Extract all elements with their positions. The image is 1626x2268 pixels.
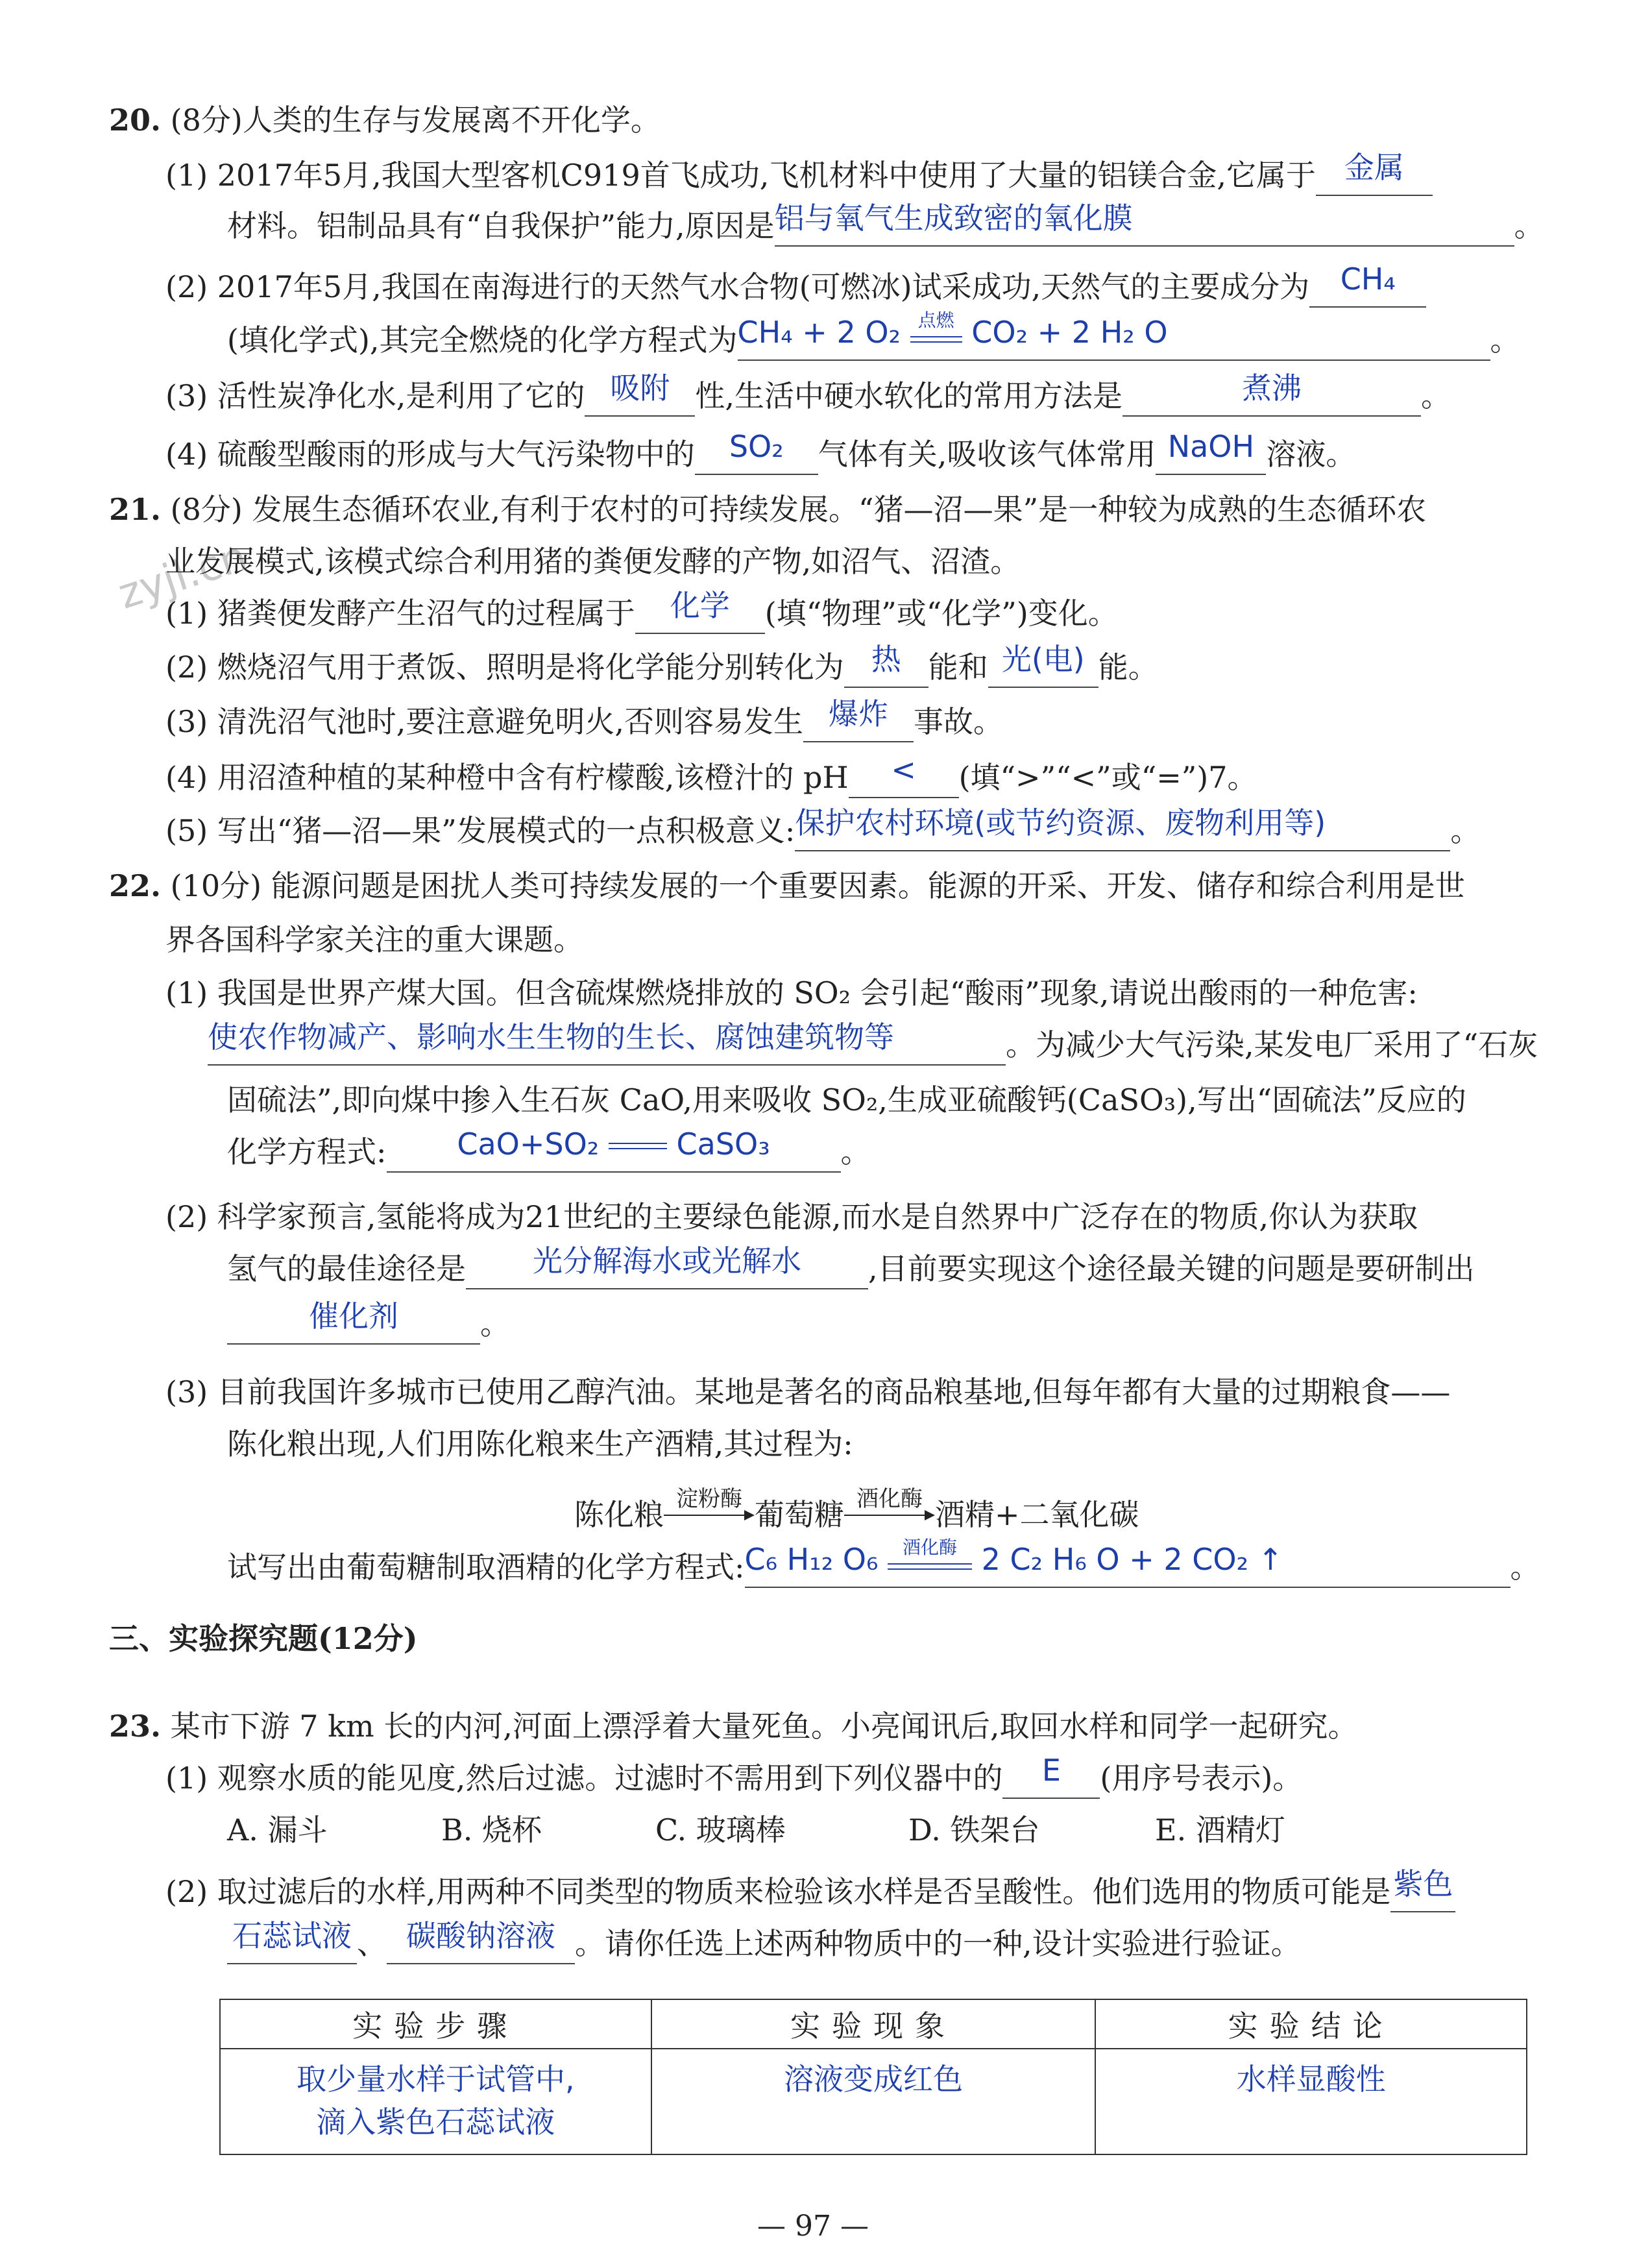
answer-blank: SO₂ (695, 435, 818, 475)
answer-blank: 催化剂 (227, 1304, 480, 1345)
q22-heading: 22. (10分) 能源问题是困扰人类可持续发展的一个重要因素。能源的开采、开发、储存和综合利用是世 (109, 868, 1465, 903)
equation-left: CH₄ + 2 O₂ (737, 315, 901, 350)
q23-part2-line1: (2) 取过滤后的水样,用两种不同类型的物质来检验该水样是否呈酸性。他们选用的物质可能是紫色 (165, 1872, 1455, 1912)
table-row (220, 2049, 1527, 2154)
equation-right: CO₂ + 2 H₂ O (971, 315, 1168, 350)
answer-blank: 光(电) (988, 648, 1098, 688)
answer-blank: 紫色 (1390, 1872, 1455, 1912)
equation-equals-sign (609, 1148, 667, 1154)
flow-arrow: 酒化酶 (844, 1486, 935, 1525)
q21-part3: (3) 清洗沼气池时,要注意避免明火,否则容易发生 爆炸 事故。 (165, 702, 1003, 742)
header-step: 实验步骤 (220, 1999, 651, 2049)
q22-part1-line1: (1) 我国是世界产煤大国。但含硫煤燃烧排放的 SO₂ 会引起“酸雨”现象,请说出酸雨的一种危害: (165, 975, 1418, 1010)
experiment-table (219, 1999, 1527, 2155)
q22-part2-line3: 催化剂 。 (227, 1304, 510, 1345)
q20-part2-line2: (填化学式),其完全燃烧的化学方程式为CH₄ + 2 O₂ 点燃 CO₂ + 2 H₂ O 。 (227, 321, 1520, 361)
answer-blank: 使农作物减产、影响水生生物的生长、腐蚀建筑物等 (208, 1025, 1006, 1066)
flow-arrow: 淀粉酶 (664, 1486, 755, 1525)
answer-blank: 光分解海水或光解水 (466, 1249, 868, 1289)
q21-part5: (5) 写出“猪—沼—果”发展模式的一点积极意义:保护农村环境(或节约资源、废物利用等) 。 (165, 811, 1480, 851)
answer-blank: 吸附 (585, 376, 695, 417)
header-conclusion: 实验结论 (1095, 1999, 1527, 2049)
section-heading: 三、实验探究题(12分) (109, 1621, 418, 1656)
cell-conclusion: 水样显酸性 (1095, 2049, 1527, 2154)
q20-part3: (3) 活性炭净化水,是利用了它的 吸附 性,生活中硬水软化的常用方法是 煮沸 。 (165, 376, 1451, 417)
answer-blank: 铝与氧气生成致密的氧化膜 (775, 206, 1514, 247)
q21-heading-cont: 业发展模式,该模式综合利用猪的粪便发酵的产物,如沼气、沼渣。 (165, 544, 1021, 579)
q22-part1-line4: 化学方程式: CaO+SO₂ CaSO₃ 。 (227, 1132, 871, 1173)
q22-part3-line2: 陈化粮出现,人们用陈化粮来生产酒精,其过程为: (227, 1426, 853, 1461)
watermark: zyjl.cn (112, 532, 253, 619)
option-d: D. 铁架台 (908, 1812, 1040, 1847)
q22-part1-line3: 固硫法”,即向煤中掺入生石灰 CaO,用来吸收 SO₂,生成亚硫酸钙(CaSO₃),写出“固硫法”反应的 (227, 1082, 1466, 1117)
q22-part3-line3: 试写出由葡萄糖制取酒精的化学方程式:C₆ H₁₂ O₆ 酒化酶 2 C₂ H₆ O + 2 CO₂ ↑ 。 (227, 1548, 1540, 1588)
q23-part1: (1) 观察水质的能见度,然后过滤。过滤时不需用到下列仪器中的 E (用序号表示)。 (165, 1759, 1302, 1799)
cell-step: 取少量水样于试管中, 滴入紫色石蕊试液 (220, 2049, 651, 2154)
q21-heading: 21. (8分) 发展生态循环农业,有利于农村的可持续发展。“猪—沼—果”是一种较为成熟的生态循环农 (109, 492, 1427, 527)
q20-part1-line1: (1) 2017年5月,我国大型客机C919首飞成功,飞机材料中使用了大量的铝镁合金,它属于 金属 (165, 156, 1433, 196)
q20-part2-line1: (2) 2017年5月,我国在南海进行的天然气水合物(可燃冰)试采成功,天然气的主要成分为 CH₄ (165, 267, 1426, 308)
equation-blank: CaO+SO₂ CaSO₃ (387, 1132, 841, 1173)
answer-blank: E (1002, 1759, 1100, 1799)
q23-options (227, 1811, 1285, 1849)
option-b: B. 烧杯 (441, 1812, 542, 1847)
q21-part4: (4) 用沼渣种植的某种橙中含有柠檬酸,该橙汁的 pH < (填“>”“<”或“=”)7。 (165, 758, 1257, 798)
q23-heading: 23. 某市下游 7 km 长的内河,河面上漂浮着大量死鱼。小亮闻讯后,取回水样和同学一起研究。 (109, 1709, 1358, 1744)
answer-blank: 金属 (1316, 156, 1433, 196)
q22-heading-cont: 界各国科学家关注的重大课题。 (165, 922, 583, 957)
page-number: — 97 — (757, 2210, 869, 2243)
q20-heading: 20. (8分)人类的生存与发展离不开化学。 (109, 103, 661, 138)
answer-blank: NaOH (1156, 435, 1266, 475)
q21-part2: (2) 燃烧沼气用于煮饭、照明是将化学能分别转化为 热 能和 光(电) 能。 (165, 648, 1158, 688)
q22-part1-line2: 使农作物减产、影响水生生物的生长、腐蚀建筑物等 。为减少大气污染,某发电厂采用了“石灰 (208, 1025, 1538, 1066)
q22-part2-line1: (2) 科学家预言,氢能将成为21世纪的主要绿色能源,而水是自然界中广泛存在的物质,你认为获取 (165, 1199, 1418, 1234)
answer-blank: 化学 (635, 594, 765, 634)
option-e: E. 酒精灯 (1155, 1812, 1285, 1847)
answer-blank: 煮沸 (1122, 376, 1421, 417)
option-c: C. 玻璃棒 (655, 1812, 786, 1847)
answer-blank: < (849, 758, 959, 798)
q23-part2-line2: 石蕊试液 、 碳酸钠溶液 。请你任选上述两种物质中的一种,设计实验进行验证。 (227, 1924, 1301, 1964)
answer-blank: 碳酸钠溶液 (387, 1924, 575, 1964)
answer-blank: 热 (844, 648, 928, 688)
answer-blank: 爆炸 (803, 702, 914, 742)
answer-blank: 保护农村环境(或节约资源、废物利用等) (795, 811, 1450, 851)
answer-blank: CH₄ (1309, 267, 1426, 308)
q21-part1: (1) 猪粪便发酵产生沼气的过程属于 化学 (填“物理”或“化学”)变化。 (165, 594, 1118, 634)
equation-blank: C₆ H₁₂ O₆ 酒化酶 2 C₂ H₆ O + 2 CO₂ ↑ (745, 1548, 1511, 1588)
option-a: A. 漏斗 (227, 1812, 328, 1847)
equation-condition-sign: 酒化酶 (888, 1548, 972, 1570)
process-flow: 陈化粮 淀粉酶 葡萄糖 酒化酶 酒精+二氧化碳 (574, 1486, 1139, 1532)
cell-phenomenon: 溶液变成红色 (651, 2049, 1096, 2154)
q20-part1-line2: 材料。铝制品具有“自我保护”能力,原因是铝与氧气生成致密的氧化膜 。 (227, 206, 1544, 247)
q20-part4: (4) 硫酸型酸雨的形成与大气污染物中的 SO₂ 气体有关,吸收该气体常用 NaOH 溶液。 (165, 435, 1355, 475)
equation-condition-sign: 点燃 (910, 321, 962, 343)
table-header-row (220, 1999, 1527, 2049)
q22-part2-line2: 氢气的最佳途径是 光分解海水或光解水 ,目前要实现这个途径最关键的问题是要研制出 (227, 1249, 1475, 1289)
header-phenomenon: 实验现象 (651, 1999, 1096, 2049)
answer-blank: 石蕊试液 (227, 1924, 357, 1964)
q22-part3-line1: (3) 目前我国许多城市已使用乙醇汽油。某地是著名的商品粮基地,但每年都有大量的过期粮食—— (165, 1374, 1451, 1409)
